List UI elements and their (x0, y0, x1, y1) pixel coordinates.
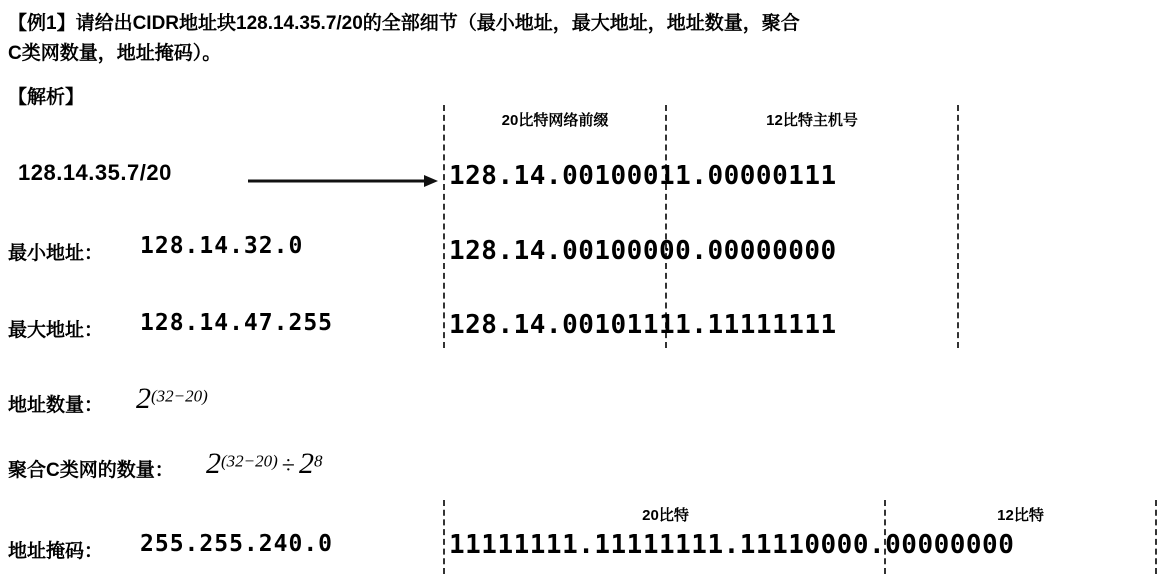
max-address-label: 最大地址： (8, 320, 104, 341)
host-measure-label: 12比特主机号 (760, 112, 864, 129)
arrow-to-binary (248, 175, 438, 187)
binary-block (443, 105, 959, 348)
mask-divider-left (443, 500, 445, 574)
agg-operator: ÷ (281, 453, 295, 479)
question-line-2: C类网数量，地址掩码）。 (8, 43, 222, 64)
mask-measure-20-label: 20比特 (636, 507, 695, 524)
mask-measure-12-label: 12比特 (991, 507, 1050, 524)
address-count-label: 地址数量： (8, 395, 104, 416)
agg-divisor-base: 2 (298, 447, 314, 480)
mask-binary-block (443, 500, 1157, 574)
agg-divisor-exponent: 8 (313, 451, 323, 471)
binary-row-max: 128.14.00101111.11111111 (449, 310, 837, 340)
binary-row-min: 128.14.00100000.00000000 (449, 236, 837, 266)
prefix-measure-label: 20比特网络前缀 (496, 112, 615, 129)
max-address-value: 128.14.47.255 (140, 310, 334, 336)
aggregate-class-c-formula (206, 447, 322, 481)
count-exponent: (32−20) (151, 386, 208, 406)
cidr-address: 128.14.35.7/20 (18, 160, 172, 185)
binary-divider-left (443, 105, 445, 348)
count-base: 2 (136, 382, 151, 415)
agg-base: 2 (206, 447, 221, 480)
min-address-label: 最小地址： (8, 243, 104, 264)
agg-exponent: (32−20) (221, 451, 278, 471)
address-mask-label: 地址掩码： (8, 541, 104, 562)
address-count-formula (136, 382, 208, 416)
question-line-1: 【例1】请给出CIDR地址块128.14.35.7/20的全部细节（最小地址，最大地址，地址数量，聚合 (8, 13, 800, 34)
aggregate-class-c-label: 聚合C类网的数量： (8, 460, 174, 481)
binary-row-cidr: 128.14.00100011.00000111 (449, 161, 837, 191)
binary-divider-right (957, 105, 959, 348)
address-mask-value: 255.255.240.0 (140, 531, 334, 557)
mask-binary-row: 11111111.11111111.11110000.00000000 (449, 530, 1015, 560)
min-address-value: 128.14.32.0 (140, 233, 304, 259)
analysis-heading: 【解析】 (8, 87, 85, 108)
